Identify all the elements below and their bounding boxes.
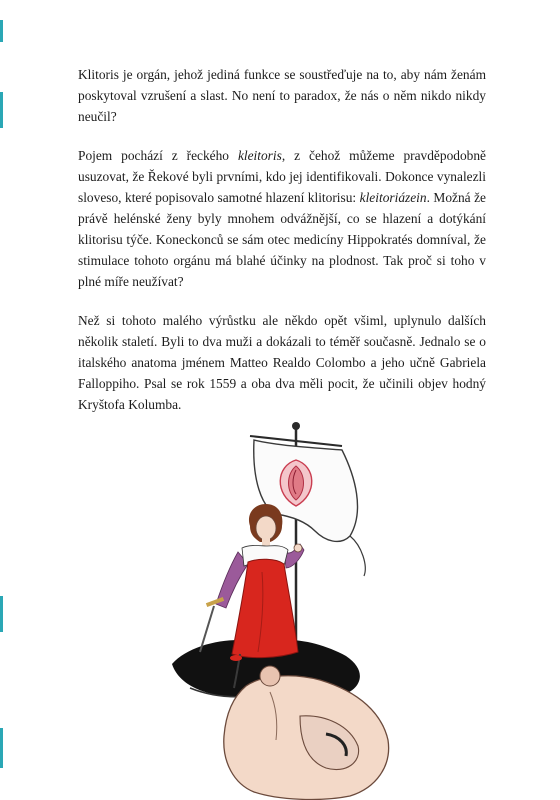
illustration — [150, 396, 430, 800]
illustration-figure-base — [172, 640, 389, 800]
greek-term-kleitoriazein: kleitoriázein — [359, 190, 427, 205]
paragraph-2-run-3: , z čehož můžeme pravděpodobně usuzovat, že Řekové byli prvními, kdo jej identifikovali. Dokonce vynalezli sloveso, které popisovalo samotné hlazení klitorisu: — [78, 148, 486, 205]
page-edge-mark-lower — [0, 596, 3, 632]
page-edge-mark-bottom — [0, 728, 3, 768]
paragraph-1-run-1: Klitoris je orgán, jehož jediná funkce se soustřeďuje na to, aby nám ženám poskytoval vzrušení a slast. No není to paradox, že nás o něm nikdo nikdy neučil? — [78, 67, 486, 124]
page-edge-mark-top — [0, 20, 3, 42]
body-text — [78, 64, 486, 433]
paragraph-2-run-5: . Možná že právě helénské ženy byly mnohem odvážnější, co se hlazení a dotýkání klitorisu týče. Koneckonců se sám otec medicíny Hippokratés domníval, že stimulace tohoto orgánu má blahé účinky na plodnost. Tak proč si toho v plné míře neužívat? — [78, 190, 486, 289]
paragraph-3-run-1: Než si tohoto malého výrůstku ale někdo opět všiml, uplynulo dalších několik staletí. Byli to dva muži a dokázali to téměř současně. Jednalo se o italského anatoma jménem Matteo Realdo Colombo a jeho učně Gabriela Falloppiho. Psal se rok 1559 a oba dva měli pocit, že učinili objev hodný Kryštofa Kolumba. — [78, 313, 486, 412]
paragraph-2 — [78, 145, 486, 292]
page-edge-mark-upper — [0, 92, 3, 128]
greek-term-kleitoris: kleitoris — [237, 148, 282, 163]
paragraph-1 — [78, 64, 486, 127]
paragraph-2-run-1: Pojem pochází z řeckého — [78, 148, 238, 163]
